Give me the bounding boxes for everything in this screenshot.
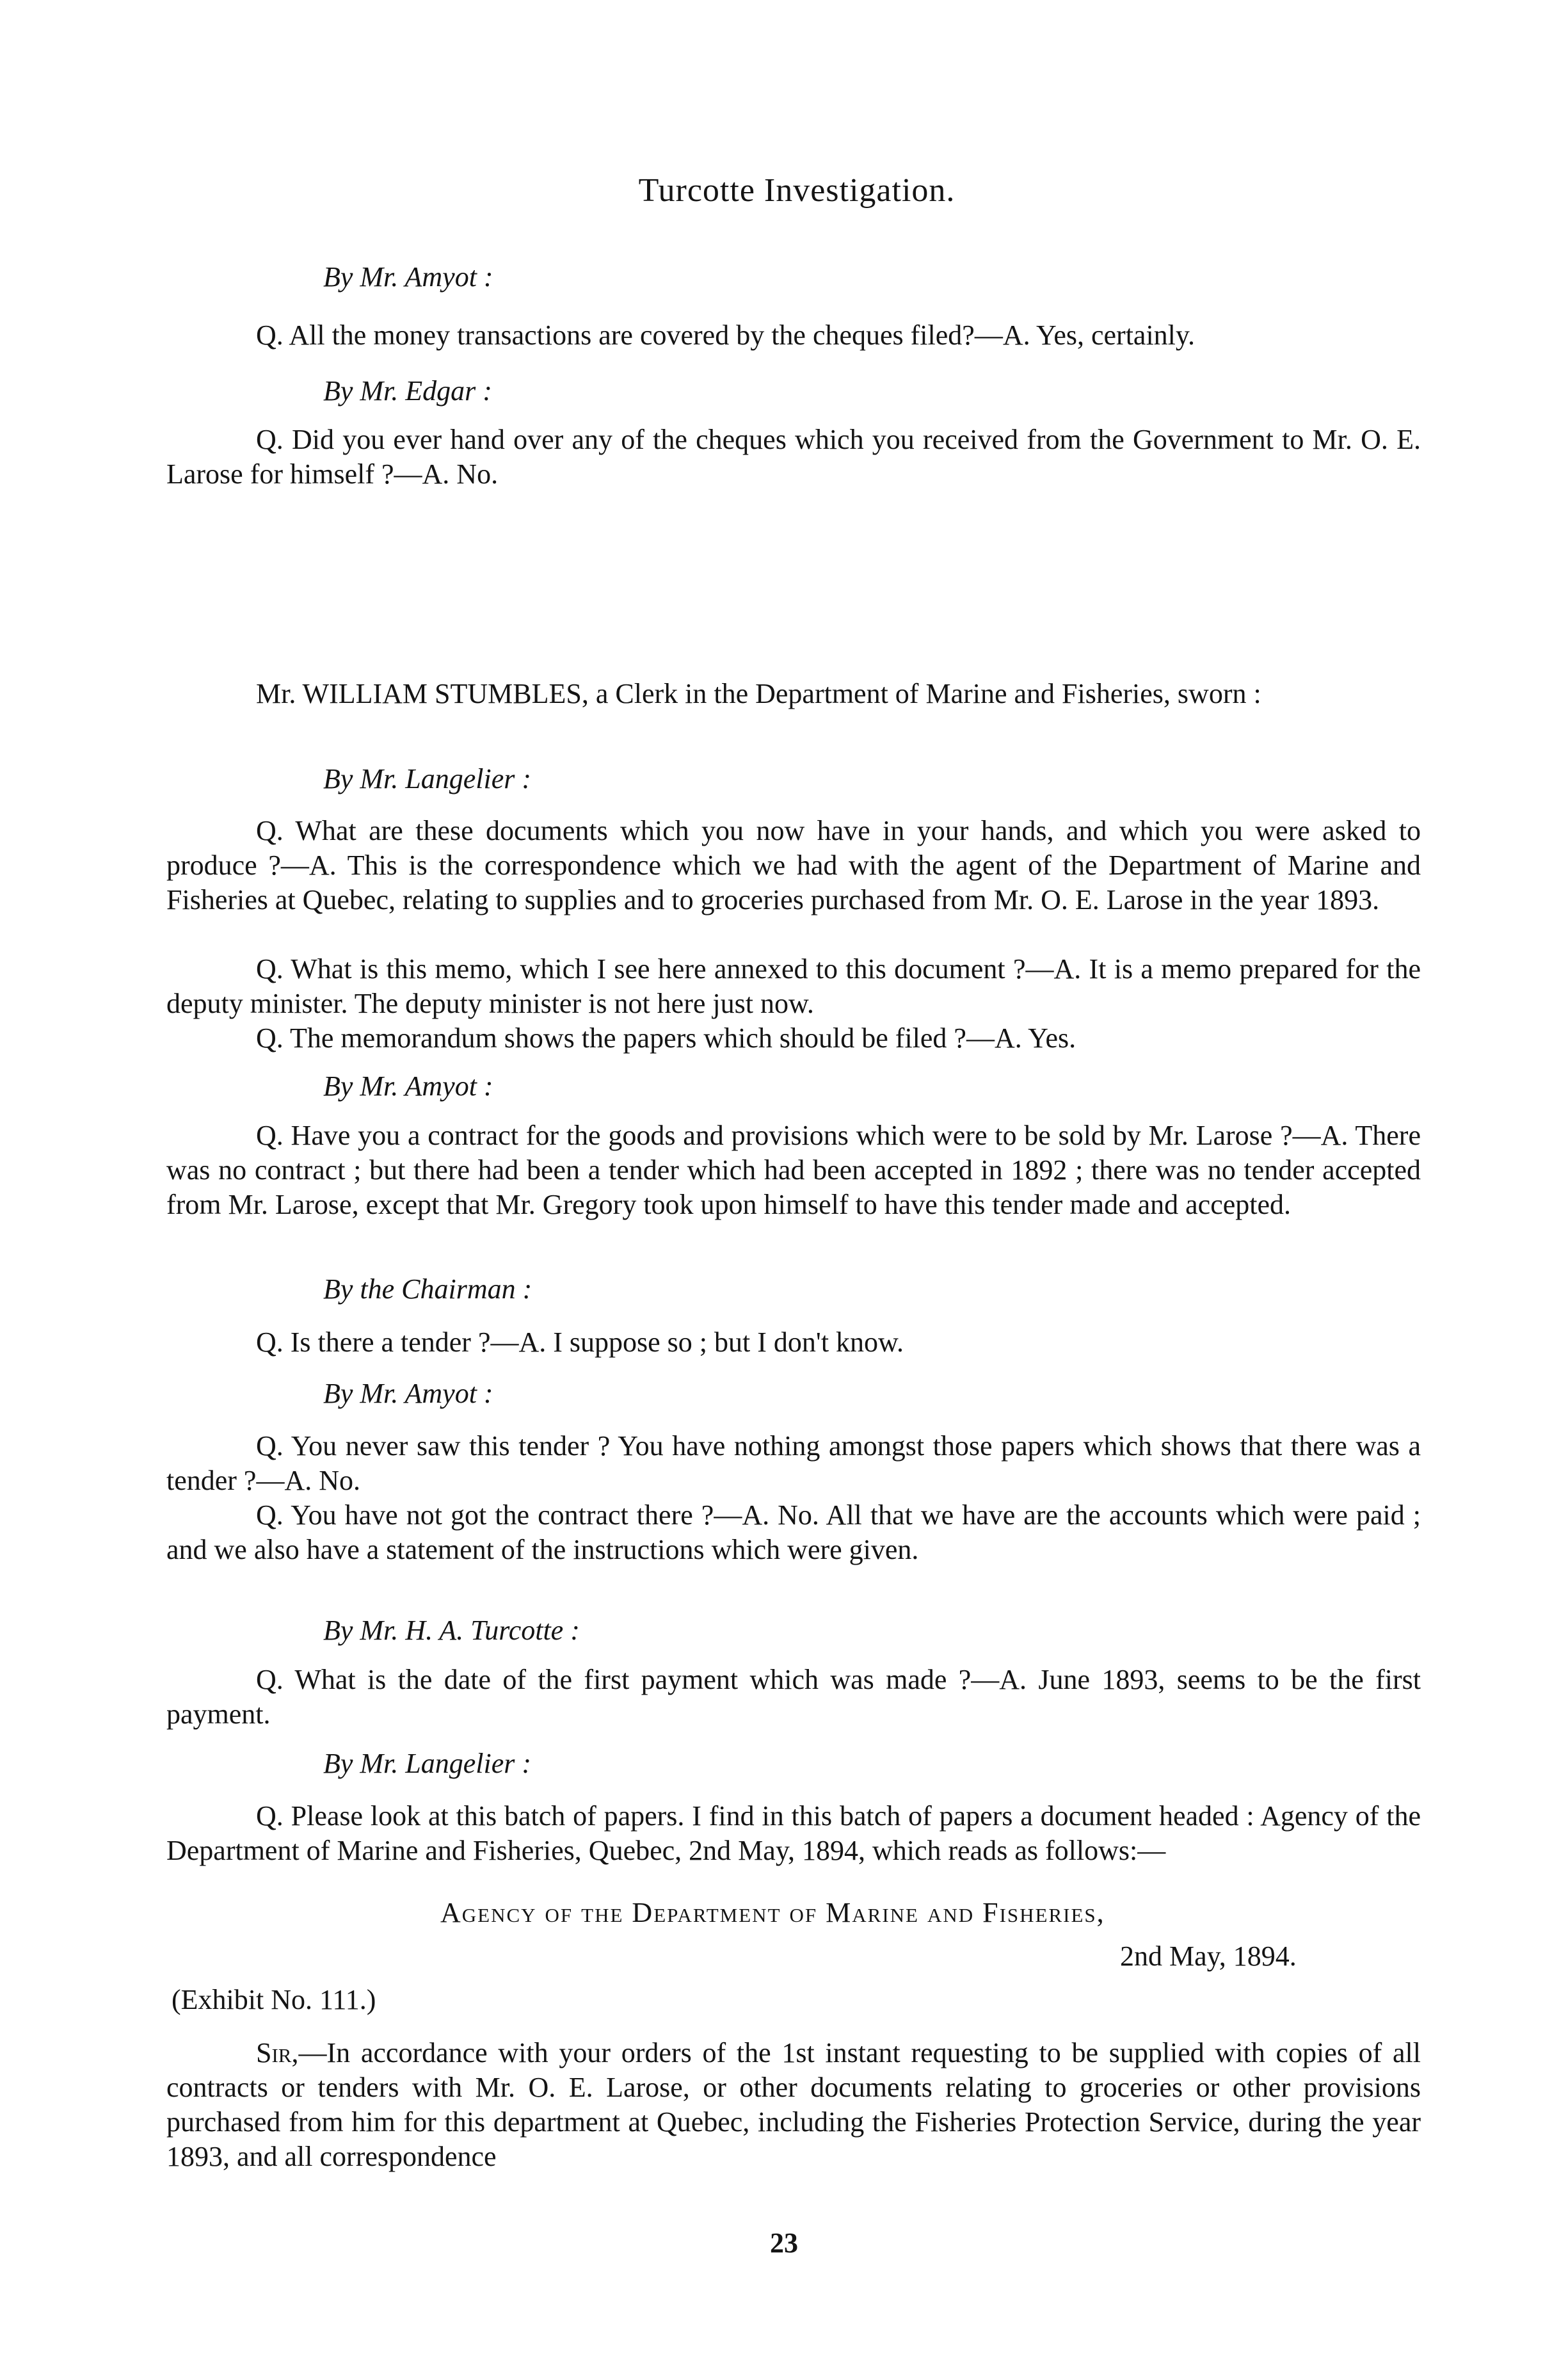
question-paragraph: Q. You never saw this tender ? You have nothing amongst those papers which shows that there was a tender ?—A. No. xyxy=(166,1430,1421,1496)
examiner-heading: By Mr. Amyot : xyxy=(323,1070,493,1102)
examiner-heading: By Mr. Langelier : xyxy=(323,1748,532,1779)
question-paragraph: Q. What is this memo, which I see here annexed to this document ?—A. It is a memo prepared for the deputy minister. The deputy minister is not here just now. xyxy=(166,953,1421,1019)
letter-body-text: —In accordance with your orders of the 1st instant requesting to be supplied with copies of all contracts or tenders with Mr. O. E. Larose, or other documents relating to groceries or other provisions purchased from him for this department at Quebec, including the Fisheries Protection Service, during the year 1893, and all correspondence xyxy=(166,2037,1421,2172)
question-paragraph: Q. Have you a contract for the goods and provisions which were to be sold by Mr. Larose ?—A. There was no contract ; but there had been a tender which had been accepted in 1892 ; there was no tender accepted from Mr. Larose, except that Mr. Gregory took upon himself to have this tender made and accepted. xyxy=(166,1120,1421,1220)
question-paragraph: Q. What are these documents which you now have in your hands, and which you were asked to produce ?—A. This is the correspondence which we had with the agent of the Department of Marine and Fisheries at Quebec, relating to supplies and to groceries purchased from Mr. O. E. Larose in the year 1893. xyxy=(166,815,1421,915)
examiner-heading: By Mr. Edgar : xyxy=(323,375,492,407)
examiner-heading: By Mr. Langelier : xyxy=(323,763,532,794)
page-number: 23 xyxy=(770,2227,798,2259)
examiner-heading: By the Chairman : xyxy=(323,1273,532,1305)
question-paragraph: Q. Did you ever hand over any of the cheques which you received from the Government to Mr. O. E. Larose for himself ?—A. No. xyxy=(166,424,1421,490)
examiner-heading: By Mr. H. A. Turcotte : xyxy=(323,1615,580,1646)
letter-date: 2nd May, 1894. xyxy=(1120,1940,1297,1972)
page-title: Turcotte Investigation. xyxy=(638,172,956,209)
question-paragraph: Q. What is the date of the first payment which was made ?—A. June 1893, seems to be the first payment. xyxy=(166,1664,1421,1730)
question-paragraph: Q. You have not got the contract there ?—A. No. All that we have are the accounts which were paid ; and we also have a statement of the instructions which were given. xyxy=(166,1499,1421,1565)
witness-intro: Mr. WILLIAM STUMBLES, a Clerk in the Department of Marine and Fisheries, sworn : xyxy=(256,678,1261,709)
question-paragraph: Q. The memorandum shows the papers which should be filed ?—A. Yes. xyxy=(256,1022,1076,1054)
exhibit-label: (Exhibit No. 111.) xyxy=(172,1984,376,2015)
examiner-heading: By Mr. Amyot : xyxy=(323,261,493,293)
letter-body xyxy=(166,2036,1421,2174)
question-paragraph: Q. Is there a tender ?—A. I suppose so ; but I don't know. xyxy=(256,1326,904,1358)
letter-heading: Agency of the Department of Marine and Fisheries, xyxy=(440,1897,1105,1928)
examiner-heading: By Mr. Amyot : xyxy=(323,1378,493,1409)
question-paragraph: Q. All the money transactions are covered by the cheques filed?—A. Yes, certainly. xyxy=(256,319,1196,351)
letter-salutation: Sir, xyxy=(256,2037,299,2068)
question-paragraph: Q. Please look at this batch of papers. I find in this batch of papers a document headed : Agency of the Department of Marine and Fisheries, Quebec, 2nd May, 1894, which reads as follows:— xyxy=(166,1800,1421,1866)
